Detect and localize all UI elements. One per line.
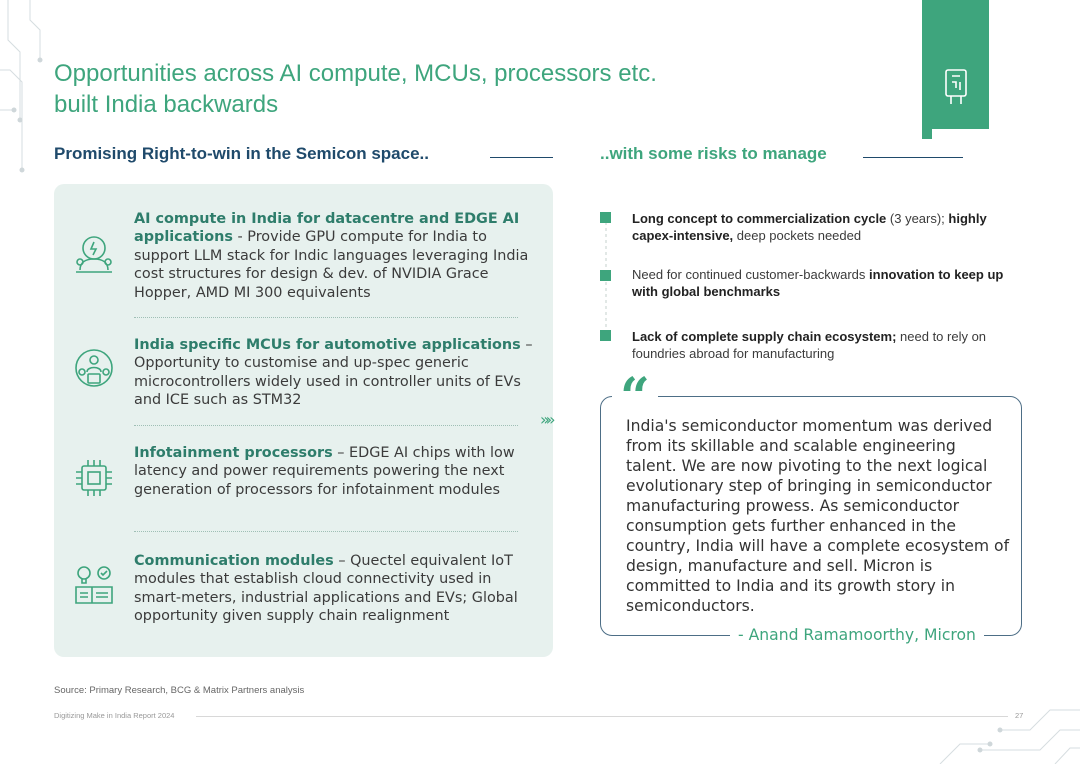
double-chevron-icon: »»	[540, 410, 552, 429]
risk-bold: innovation to keep up with global benchmarks	[632, 267, 1004, 299]
risk-text-part: need to rely on foundries abroad for manufacturing	[632, 329, 987, 361]
item-body: Provide GPU compute for India to support LLM stack for Indic languages leveraging India cost structures for design & dev. of NVIDIA Grace Hopper, AMD MI 300 equivalents	[134, 229, 529, 301]
item-title: Communication modules	[134, 553, 334, 569]
quote-mark-icon: “	[612, 368, 658, 428]
item-divider	[134, 425, 518, 426]
opportunity-item-infotainment	[134, 444, 534, 499]
footer-report-name: Digitizing Make in India Report 2024	[54, 711, 175, 720]
item-separator: -	[232, 229, 248, 246]
item-divider	[134, 317, 518, 318]
risk-item-supply-chain	[632, 328, 1012, 362]
item-separator: –	[333, 553, 351, 569]
circuit-decoration-bottom	[880, 700, 1080, 764]
risk-item-commercialization	[632, 210, 1012, 244]
item-separator: –	[332, 445, 350, 461]
page-title-line2: built India backwards	[54, 91, 279, 118]
left-section-heading: Promising Right-to-win in the Semicon space..	[54, 144, 429, 163]
risk-text-part: Need for continued customer-backwards	[632, 267, 870, 282]
risk-bold: Lack of complete supply chain ecosystem;	[632, 329, 897, 344]
circuit-decoration-left	[0, 0, 60, 180]
circuit-chip-icon	[942, 66, 970, 106]
footer-rule	[196, 716, 1008, 717]
risk-bold: Long concept to commercialization cycle	[632, 211, 887, 226]
page-title-line1: Opportunities across AI compute, MCUs, processors etc.	[54, 60, 657, 87]
item-body: EDGE AI chips with low latency and power requirements powering the next generation of processors for infotainment modules	[134, 445, 515, 498]
risk-marker	[600, 270, 611, 281]
tab-accent-square	[922, 129, 932, 139]
right-section-heading: ..with some risks to manage	[600, 144, 827, 163]
team-network-icon	[72, 346, 116, 390]
item-title: India specific MCUs for automotive applications	[134, 337, 521, 353]
item-title: AI compute in India for datacentre and EDGE AI applications	[134, 211, 520, 246]
quote-attribution: - Anand Ramamoorthy, Micron	[730, 625, 984, 645]
risk-marker	[600, 212, 611, 223]
item-title: Infotainment processors	[134, 445, 333, 461]
risk-text-part: (3 years);	[886, 211, 949, 226]
idea-book-icon	[72, 563, 116, 607]
risk-bold: highly capex-intensive,	[632, 211, 987, 243]
opportunity-item-ai-compute	[134, 210, 534, 302]
item-body: Quectel equivalent IoT modules that establish cloud connectivity used in smart-meters, industrial applications and EVs; Global opportunity given supply chain realignment	[134, 553, 518, 625]
item-body: Opportunity to customise and up-spec generic microcontrollers widely used in controller units of EVs and ICE such as STM32	[134, 355, 521, 409]
chip-icon	[72, 456, 116, 500]
source-note: Source: Primary Research, BCG & Matrix Partners analysis	[54, 685, 305, 696]
item-separator: –	[520, 337, 533, 353]
risk-text-part: deep pockets needed	[733, 228, 862, 243]
right-heading-rule	[863, 157, 963, 158]
page-title	[54, 58, 854, 120]
quote-text: India's semiconductor momentum was derived from its skillable and scalable engineering talent. We are now pivoting to the next logical evolutionary step of bringing in semiconductor manufacturing prowess. As semiconductor consumption gets further enhanced in the country, India will have a complete ecosystem of design, manufacture and sell. Micron is committed to India and its growth story in semiconductors.	[626, 417, 1010, 615]
section-tab	[922, 0, 989, 129]
opportunity-item-mcus	[134, 336, 534, 410]
risk-marker	[600, 330, 611, 341]
ai-brain-icon	[72, 232, 116, 276]
left-heading-rule	[490, 157, 553, 158]
risk-item-innovation	[632, 266, 1012, 300]
page-number: 27	[1015, 711, 1024, 720]
opportunity-item-communication	[134, 552, 534, 626]
item-divider	[134, 531, 518, 532]
